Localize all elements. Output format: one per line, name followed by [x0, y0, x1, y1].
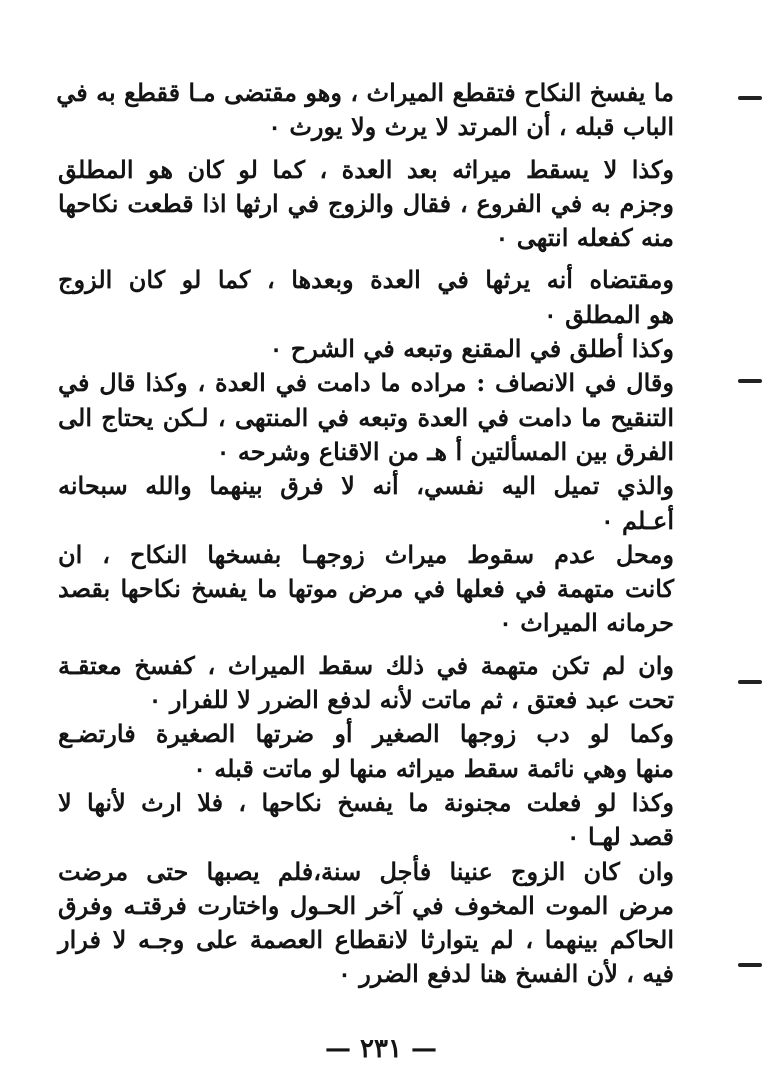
text-line: أعـلم ٠ [600, 505, 674, 535]
text-line: كانت متهمة في فعلها في مرض موتها ما يفسخ نكاحها بقصد [58, 574, 674, 604]
text-line: ومقتضاه أنه يرثها في العدة وبعدها ، كما لو كان الزوج [58, 265, 674, 295]
paragraph [58, 649, 674, 718]
paragraph [58, 366, 674, 469]
paragraph [58, 263, 674, 332]
text-line: وان لم تكن متهمة في ذلك سقط الميراث ، كفسخ معتقـة [58, 650, 674, 680]
text-line: الفرق بين المسألتين أ هـ من الاقناع وشرحه ٠ [216, 436, 674, 466]
body-text [58, 76, 674, 992]
text-line: مرض الموت المخوف في آخر الحـول واختارت فرقتـه وفرق [58, 890, 674, 920]
paragraph [58, 76, 674, 145]
margin-mark [738, 96, 762, 100]
text-line: التنقيح ما دامت في العدة وتبعه في المنتهى ، لـكن يحتاج الى [58, 402, 674, 432]
text-line: وجزم به في الفروع ، فقال والزوج في ارثها اذا قطعت نكاحها [58, 188, 674, 218]
text-line: فيه ، لأن الفسخ هنا لدفع الضرر ٠ [337, 959, 674, 989]
text-line: وكما لو دب زوجها الصغير أو ضرتها الصغيرة فارتضـع [58, 719, 674, 749]
text-line: وكذا لو فعلت مجنونة ما يفسخ نكاحها ، فلا ارث لأنها لا [58, 787, 674, 817]
paragraph [58, 855, 674, 992]
text-line: تحت عبد فعتق ، ثم ماتت لأنه لدفع الضرر لا للفرار ٠ [148, 685, 674, 715]
text-line: منها وهي نائمة سقط ميراثه منها لو ماتت قبله ٠ [193, 753, 674, 783]
paragraph [58, 538, 674, 641]
margin-mark [738, 963, 762, 967]
paragraph [58, 786, 674, 855]
text-line: وقال في الانصاف : مراده ما دامت في العدة ، وكذا قال في [58, 368, 674, 398]
text-line: الباب قبله ، أن المرتد لا يرث ولا يورث ٠ [268, 112, 674, 142]
text-line: حرمانه الميراث ٠ [499, 608, 674, 638]
text-line: وكذا لا يسقط ميراثه بعد العدة ، كما لو كان هو المطلق [58, 154, 674, 184]
text-line: وان كان الزوج عنينا فأجل سنة،فلم يصبها حتى مرضت [58, 856, 674, 886]
paragraph [58, 717, 674, 786]
text-line: وكذا أطلق في المقنع وتبعه في الشرح ٠ [269, 334, 674, 364]
text-line: ما يفسخ النكاح فتقطع الميراث ، وهو مقتضى مـا ققطع به في [56, 78, 674, 107]
paragraph [58, 153, 674, 256]
margin-mark [738, 680, 762, 684]
margin-mark [738, 379, 762, 383]
text-line: ومحل عدم سقوط ميراث زوجهـا بفسخها النكاح ، ان [58, 539, 674, 569]
paragraph [58, 469, 674, 538]
text-line: الحاكم بينهما ، لم يتوارثا لانقطاع العصمة على وجـه لا فرار [58, 925, 674, 955]
text-line: قصد لهـا ٠ [566, 822, 674, 852]
page-number: — ٢٣١ — [324, 1034, 438, 1064]
text-line: منه كفعله انتهى ٠ [495, 223, 674, 253]
text-line: والذي تميل اليه نفسي، أنه لا فرق بينهما والله سبحانه [58, 471, 674, 501]
paragraph [58, 332, 674, 366]
text-line: هو المطلق ٠ [543, 299, 674, 329]
